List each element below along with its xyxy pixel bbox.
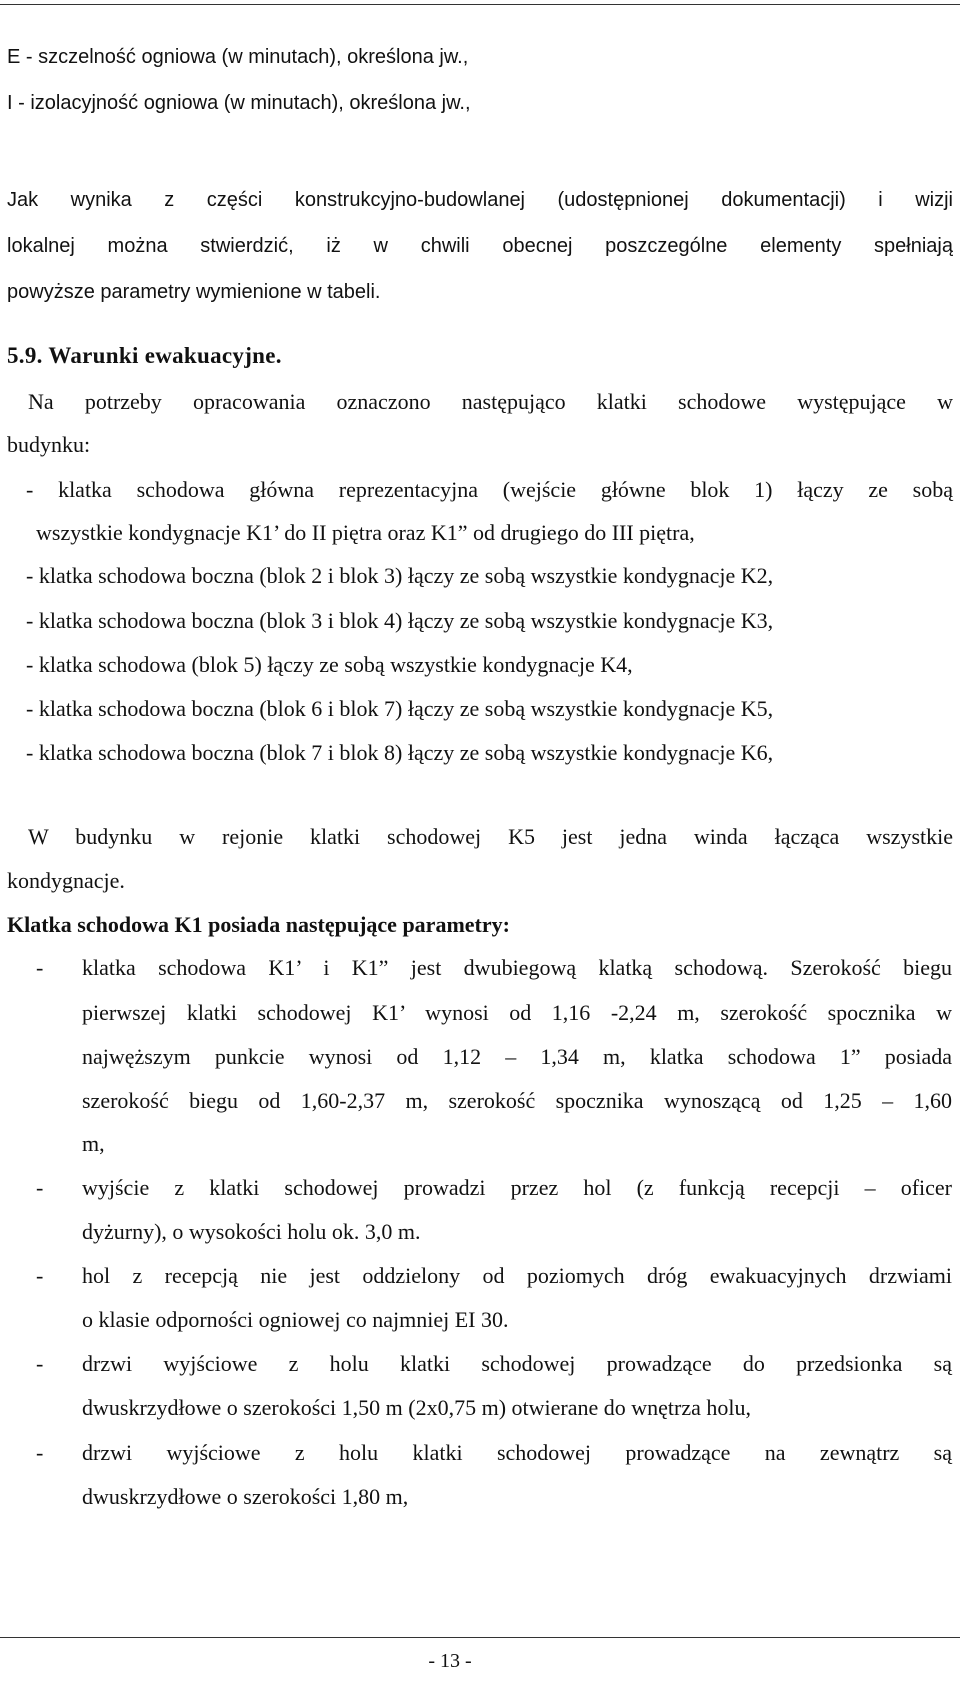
stair-list-item: - klatka schodowa boczna (blok 7 i blok 8) łączy ze sobą wszystkie kondygnacje K6, (26, 740, 774, 765)
list-item-line: drzwi wyjściowe z holu klatki schodowej prowadzące do przedsionka są (82, 1351, 952, 1376)
list-dash: - (36, 1351, 44, 1376)
stair-list-item: - klatka schodowa boczna (blok 3 i blok 4) łączy ze sobą wszystkie kondygnacje K3, (26, 608, 774, 633)
list-item-line: dyżurny), o wysokości holu ok. 3,0 m. (82, 1219, 421, 1244)
page-number: - 13 - (428, 1650, 472, 1672)
list-item-line: pierwszej klatki schodowej K1’ wynosi od 1,16 -2,24 m, szerokość spocznika w (82, 1000, 952, 1025)
list-item-line: najwęższym punkcie wynosi od 1,12 – 1,34 m, klatka schodowa 1” posiada (82, 1044, 952, 1069)
paragraph-line: W budynku w rejonie klatki schodowej K5 jest jedna winda łącząca wszystkie (28, 824, 953, 849)
list-dash: - (36, 1440, 44, 1465)
stair-list-item: wszystkie kondygnacje K1’ do II piętra oraz K1” od drugiego do III piętra, (36, 520, 695, 545)
header-rule (0, 4, 960, 5)
list-dash: - (36, 1263, 44, 1288)
stair-list-item: - klatka schodowa boczna (blok 2 i blok 3) łączy ze sobą wszystkie kondygnacje K2, (26, 563, 774, 588)
legend-line-i: I - izolacyjność ogniowa (w minutach), określona jw., (7, 92, 471, 114)
paragraph-line: Jak wynika z części konstrukcyjno-budowlanej (udostępnionej dokumentacji) i wizji (7, 189, 953, 211)
stair-list-item: - klatka schodowa (blok 5) łączy ze sobą wszystkie kondygnacje K4, (26, 652, 633, 677)
paragraph-line: budynku: (7, 432, 91, 457)
list-item-line: klatka schodowa K1’ i K1” jest dwubiegową klatką schodową. Szerokość biegu (82, 955, 952, 980)
list-item-line: wyjście z klatki schodowej prowadzi przez hol (z funkcją recepcji – oficer (82, 1175, 952, 1200)
footer-rule (0, 1637, 960, 1638)
paragraph-line: Na potrzeby opracowania oznaczono następująco klatki schodowe występujące w (28, 389, 953, 414)
list-item-line: dwuskrzydłowe o szerokości 1,50 m (2x0,75 m) otwierane do wnętrza holu, (82, 1395, 752, 1420)
stair-list-item: - klatka schodowa główna reprezentacyjna (wejście główne blok 1) łączy ze sobą (26, 477, 953, 502)
list-item-line: drzwi wyjściowe z holu klatki schodowej prowadzące na zewnątrz są (82, 1440, 952, 1465)
list-item-line: szerokość biegu od 1,60-2,37 m, szerokość spocznika wynoszącą od 1,25 – 1,60 (82, 1088, 952, 1113)
paragraph-line: lokalnej można stwierdzić, iż w chwili obecnej poszczególne elementy spełniają (7, 235, 953, 257)
paragraph-line: kondygnacje. (7, 868, 125, 893)
list-dash: - (36, 955, 44, 980)
section-heading: 5.9. Warunki ewakuacyjne. (7, 343, 282, 368)
paragraph-line: powyższe parametry wymienione w tabeli. (7, 281, 381, 303)
stair-list-item: - klatka schodowa boczna (blok 6 i blok 7) łączy ze sobą wszystkie kondygnacje K5, (26, 696, 774, 721)
legend-line-e: E - szczelność ogniowa (w minutach), określona jw., (7, 46, 469, 68)
list-item-line: dwuskrzydłowe o szerokości 1,80 m, (82, 1484, 409, 1509)
list-item-line: o klasie odporności ogniowej co najmniej EI 30. (82, 1307, 509, 1332)
list-item-line: hol z recepcją nie jest oddzielony od poziomych dróg ewakuacyjnych drzwiami (82, 1263, 952, 1288)
list-dash: - (36, 1175, 44, 1200)
subheading: Klatka schodowa K1 posiada następujące parametry: (7, 912, 510, 937)
list-item-line: m, (82, 1131, 105, 1156)
